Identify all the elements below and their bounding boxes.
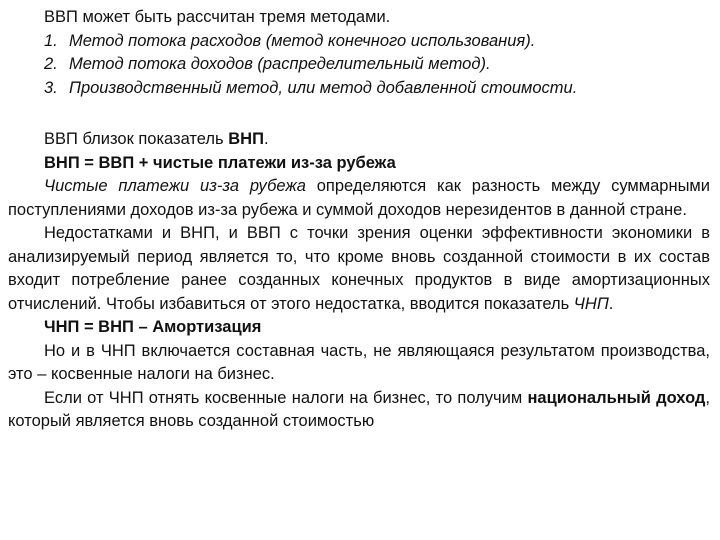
paragraph-text: Если от ЧНП отнять косвенные налоги на бизнес, то получим [44, 388, 528, 407]
method-number: 3. [44, 78, 58, 97]
term-nnp: ЧНП [573, 294, 609, 313]
term-national-income: национальный доход [527, 388, 706, 407]
method-text: Метод потока доходов (распределительный метод). [69, 55, 491, 73]
paragraph-indirect-taxes: Но и в ЧНП включается составная часть, не являющаяся результатом производства, это – косвенные налоги на бизнес. [8, 341, 710, 383]
paragraph-net-payments [8, 175, 710, 222]
intro-lead: ВВП может быть рассчитан тремя методами. [44, 8, 391, 26]
method-item-2 [8, 53, 710, 77]
paragraph-end: . [608, 294, 614, 313]
method-item-1 [8, 30, 710, 54]
paragraph-drawbacks [8, 222, 710, 316]
paragraph-national-income [8, 387, 710, 434]
term-gnp: ВНП [228, 130, 264, 148]
paragraph-end: , который является вновь созданной стоимостью [8, 388, 710, 430]
method-text: Метод потока расходов (метод конечного использования). [69, 31, 536, 50]
term-net-payments: Чистые платежи из-за рубежа [44, 177, 306, 195]
method-number: 1. [44, 31, 58, 50]
paragraph-text: определяются как разность между суммарными поступлениями доходов из-за рубежа и суммой доходов нерезидентов в данной стране. [8, 177, 710, 219]
body-text [8, 128, 710, 434]
paragraph-gnp-intro [8, 128, 710, 152]
method-number: 2. [44, 55, 58, 73]
methods-intro [8, 6, 710, 100]
paragraph-text: ВВП близок показатель [44, 130, 229, 148]
formula-gnp: ВНП = ВВП + чистые платежи из-за рубежа [44, 153, 396, 172]
paragraph-end: . [263, 130, 269, 148]
method-text: Производственный метод, или метод добавленной стоимости. [69, 78, 578, 97]
paragraph-text: Недостатками и ВНП, и ВВП с точки зрения оценки эффективности экономики в анализируемый период является то, что кроме вновь созданной стоимости в их состав входит потребление ранее созданных конечных продуктов в виде амортизационных отчислений. Чтобы избавиться от этого недостатка, вводится показатель [8, 224, 710, 313]
method-item-3 [8, 77, 710, 101]
formula-nnp: ЧНП = ВНП – Амортизация [44, 318, 262, 336]
